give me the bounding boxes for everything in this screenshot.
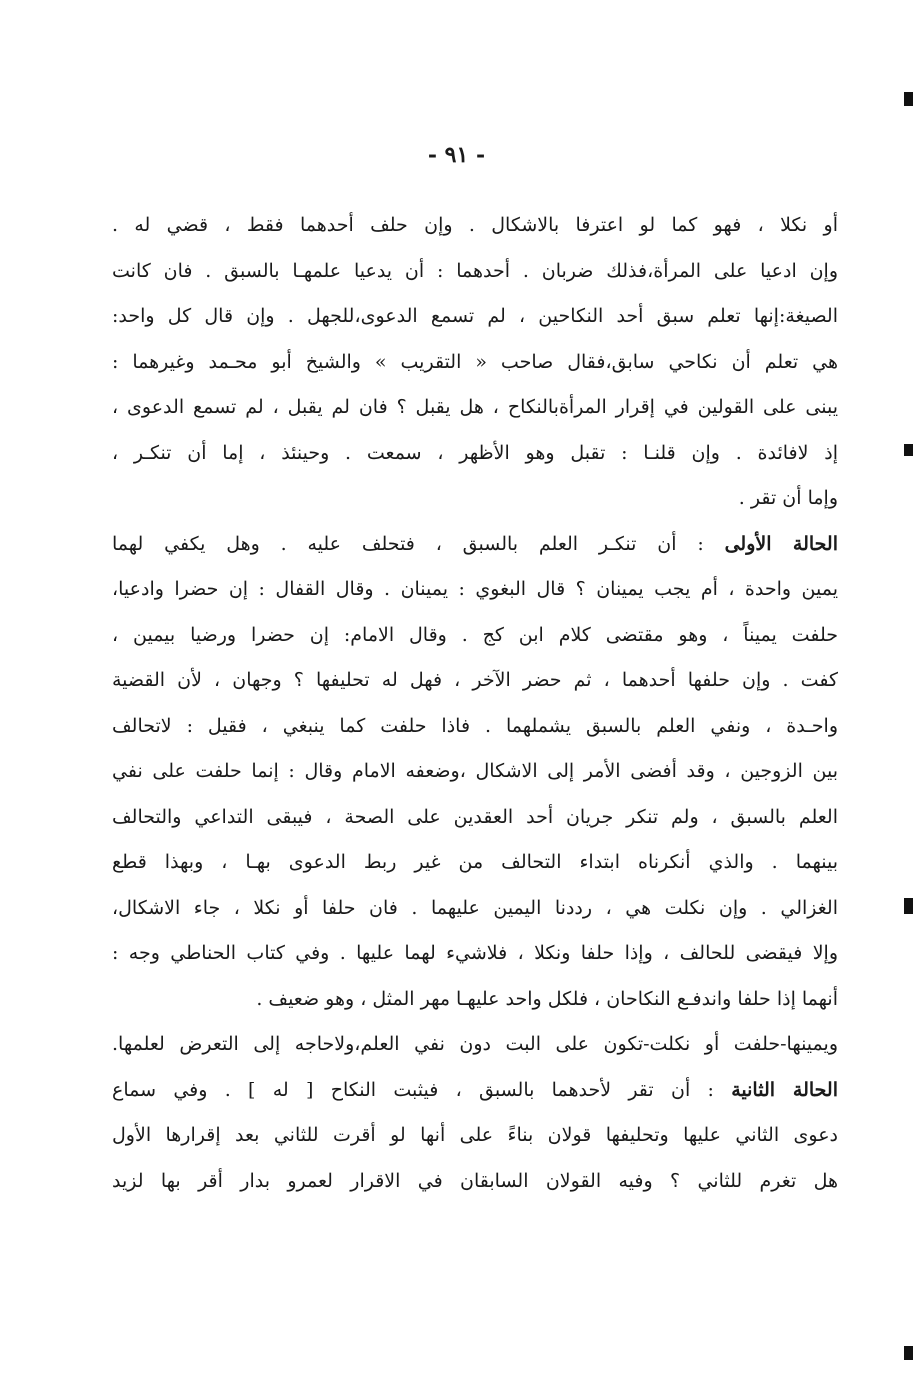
text-line <box>112 886 838 932</box>
text-line <box>112 749 838 795</box>
line-text: ويمينها-حلفت أو نكلت-تكون على البت دون نفي العلم،ولاحاجه إلى التعرض لعلمها. <box>112 1033 838 1055</box>
line-text: كفت . وإن حلفها أحدهما ، ثم حضر الآخر ، فهل له تحليفها ؟ وجهان ، لأن القضية <box>112 669 838 691</box>
text-line <box>112 658 838 704</box>
line-text: هل تغرم للثاني ؟ وفيه القولان السابقان في الاقرار لعمرو بدار أقر بها لزيد <box>112 1169 838 1192</box>
text-line <box>112 1068 838 1114</box>
section-heading: الحالة الأولى <box>724 532 838 555</box>
edge-mark <box>904 92 913 106</box>
text-line <box>112 385 838 431</box>
line-text: إذ لافائدة . وإن قلنـا : تقبل وهو الأظهر ، سمعت . وحينئذ ، إما أن تنكـر ، <box>112 441 838 464</box>
body-text <box>112 203 838 1204</box>
line-text: بين الزوجين ، وقد أفضى الأمر إلى الاشكال ،وضعفه الامام وقال : إنما حلفت على نفي <box>112 760 838 782</box>
section-heading: الحالة الثانية <box>731 1078 838 1101</box>
text-line <box>112 522 838 568</box>
line-text: يبنى على القولين في إقرار المرأةبالنكاح ، هل يقبل ؟ فان لم يقبل ، لم تسمع الدعوى ، <box>112 396 838 418</box>
edge-mark <box>904 1346 913 1360</box>
line-text: أنهما إذا حلفا واندفـع النكاحان ، فلكل واحد عليهـا مهر المثل ، وهو ضعيف . <box>256 987 838 1010</box>
line-text: بينهما . والذي أنكرناه ابتداء التحالف من غير ربط الدعوى بهـا ، وبهذا قطع <box>112 851 838 873</box>
line-text: واحـدة ، ونفي العلم بالسبق يشملهما . فاذا حلفت كما ينبغي ، فقيل : لاتحالف <box>112 714 838 737</box>
line-text: أو نكلا ، فهو كما لو اعترفا بالاشكال . وإن حلف أحدهما فقط ، قضي له . <box>112 214 838 236</box>
text-line <box>112 613 838 659</box>
edge-mark <box>904 444 913 456</box>
text-line <box>112 203 838 249</box>
edge-mark <box>904 898 913 914</box>
line-text: الغزالي . وإن نكلت هي ، رددنا اليمين عليهما . فان حلفا أو نكلا ، جاء الاشكال، <box>112 896 838 919</box>
line-text: الصيغة:إنها تعلم سبق أحد النكاحين ، لم تسمع الدعوى،للجهل . وإن قال كل واحد: <box>112 305 838 327</box>
page-number: - ٩١ - <box>427 142 486 168</box>
text-line <box>112 1113 838 1159</box>
line-text: حلفت يميناً ، وهو مقتضى كلام ابن كج . وقال الامام: إن حضرا ورضيا بيمين ، <box>112 623 838 646</box>
text-line <box>112 1022 838 1068</box>
line-text: العلم بالسبق ، ولم تنكر جريان أحد العقدين على الصحة ، فيبقى التداعي والتحالف <box>112 805 838 828</box>
text-line <box>112 567 838 613</box>
line-text: يمين واحدة ، أم يجب يمينان ؟ قال البغوي : يمينان . وقال القفال : إن حضرا وادعيا، <box>112 578 838 600</box>
text-line <box>112 1159 838 1205</box>
text-line <box>112 249 838 295</box>
text-line <box>112 977 838 1023</box>
line-text: : أن تنكـر العلم بالسبق ، فتحلف عليه . وهل يكفي لهما <box>112 532 704 555</box>
text-line <box>112 340 838 386</box>
text-line <box>112 294 838 340</box>
text-line <box>112 476 838 522</box>
text-line <box>112 704 838 750</box>
line-text: : أن تقر لأحدهما بالسبق ، فيثبت النكاح [ له ] . وفي سماع <box>112 1078 714 1101</box>
text-line <box>112 795 838 841</box>
line-text: وإلا فيقضى للحالف ، وإذا حلفا ونكلا ، فلاشيء لهما عليها . وفي كتاب الحناطي وجه : <box>112 942 838 964</box>
line-text: وإما أن تقر . <box>738 487 838 509</box>
line-text: دعوى الثاني عليها وتحليفها قولان بناءً على أنها لو أقرت للثاني بعد إقرارها الأول <box>112 1124 838 1146</box>
text-line <box>112 431 838 477</box>
line-text: وإن ادعيا على المرأة،فذلك ضربان . أحدهما : أن يدعيا علمهـا بالسبق . فان كانت <box>112 259 838 282</box>
text-line <box>112 840 838 886</box>
line-text: هي تعلم أن نكاحي سابق،فقال صاحب « التقريب » والشيخ أبو محـمد وغيرهما : <box>112 350 838 373</box>
text-line <box>112 931 838 977</box>
